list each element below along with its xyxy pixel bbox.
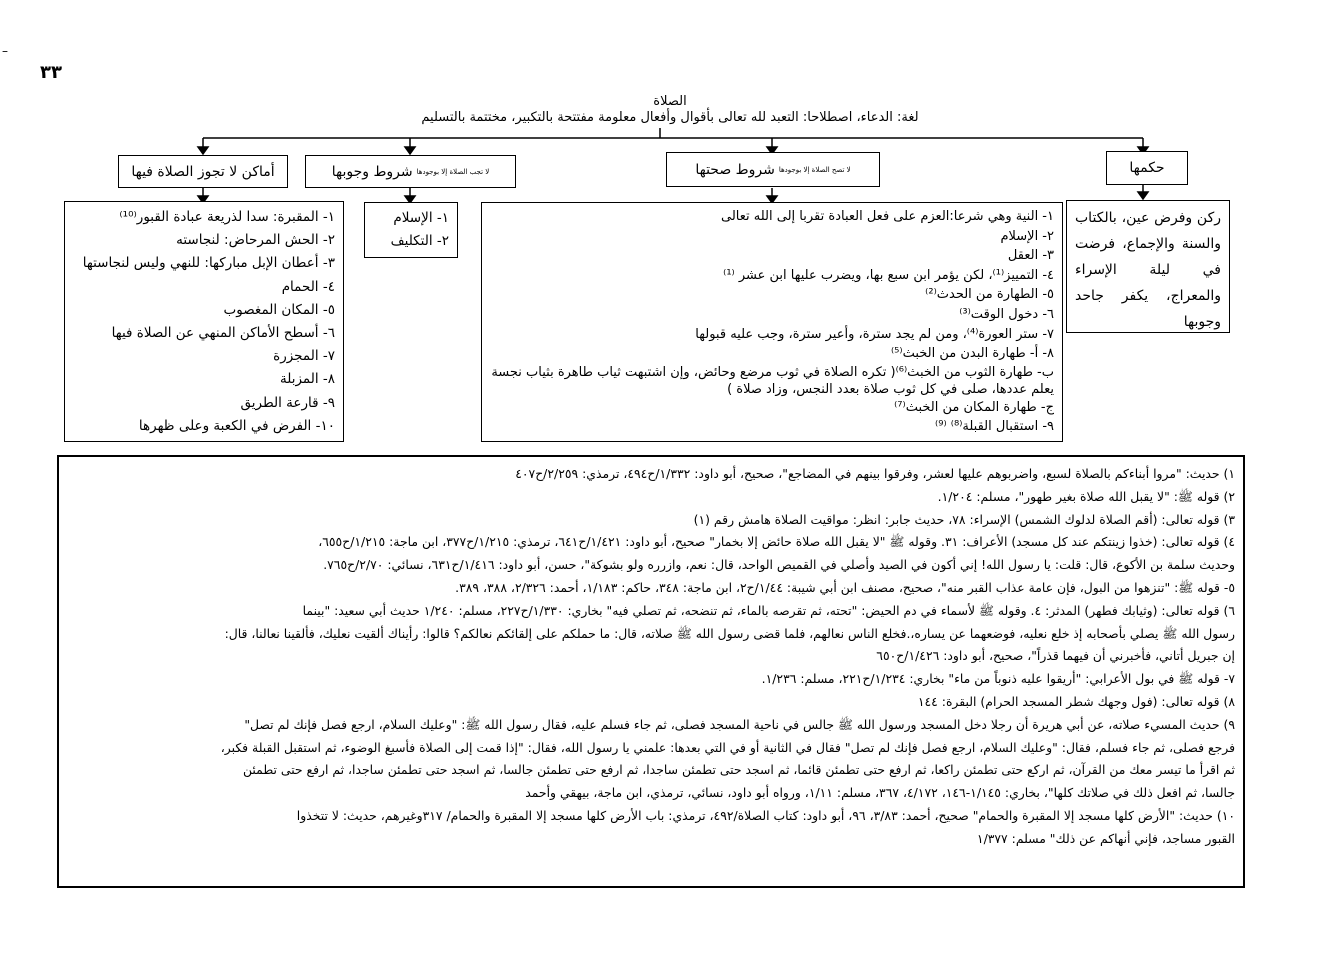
list-item: ٦- أسطح الأماكن المنهي عن الصلاة فيها — [111, 325, 335, 342]
validity-conditions-box — [481, 202, 1063, 442]
footnote-line: ٣) قوله تعالى: (أقم الصلاة لدلوك الشمس) الإسراء: ٧٨، حديث جابر: انظر: مواقيت الصلاة هامش رقم (١) — [693, 511, 1235, 527]
header-obligation — [305, 155, 516, 188]
footnote-line: ٢) قوله ﷺ: "لا يقبل الله صلاة بغير طهور"، مسلم: ١/٢٠٤. — [937, 488, 1235, 504]
scan-mark: – — [2, 44, 8, 58]
footnote-line: ٩) حديث المسيء صلاته، عن أبي هريرة أن رجلا دخل المسجد ورسول الله ﷺ جالس في ناحية المسجد فصلى، ثم جاء فسلم عليه، فقال رسول الله ﷺ: "وعليك السلام، ارجع فصل فإنك لم تصل" — [244, 716, 1235, 732]
list-item: ٥- الطهارة من الحدث⁽²⁾ — [925, 287, 1054, 303]
footnote-line: ٦) قوله تعالى: (وثيابك فطهر) المدثر: ٤. وقوله ﷺ لأسماء في دم الحيض: "تحته، ثم تقرصه بالماء، ثم تنضحه، ثم تصلي فيه" بخاري: ١/٣٣٠/ح٢٢٧، مسلم: ١/٢٤٠ حديث أبي سعيد: "بينما — [302, 602, 1235, 618]
footnote-line: ٥- قوله ﷺ: "تنزهوا من البول، فإن عامة عذاب القبر منه"، صحيح، مصنف ابن أبي شيبة: ١/٤٤/ح٢، ابن ماجة: ٣٤٨، حاكم: ١/١٨٣، أحمد: ٢/٣٢٦، ٣٨٨، ٣٨٩. — [455, 579, 1235, 595]
arrow-places — [198, 147, 208, 154]
header-ruling — [1106, 151, 1188, 185]
list-item: ١- المقبرة: سدا لذريعة عبادة القبور⁽¹⁰⁾ — [119, 209, 335, 225]
list-item: ١- الإسلام — [393, 210, 449, 226]
list-item: ٥- المكان المغصوب — [223, 301, 335, 318]
list-item: ٢- التكليف — [390, 233, 449, 250]
footnote-line: ٨) قوله تعالى: (فول وجهك شطر المسجد الحرام) البقرة: ١٤٤ — [917, 693, 1235, 709]
header-places — [118, 155, 288, 188]
header-places-label: أماكن لا تجوز الصلاة فيها — [131, 163, 275, 180]
list-item: ١- النية وهي شرعا:العزم على فعل العبادة تقربا إلى الله تعالى — [721, 209, 1054, 224]
footnote-line: ثم اقرأ ما تيسر معك من القرآن، ثم اركع حتى تطمئن راكعا، ثم ارفع حتى تطمئن قائما، ثم اسجد حتى تطمئن ساجدا، ثم ارفع حتى تطمئن جالسا، ثم اسجد حتى تطمئن ساجدا، ثم ارفع حتى تطمئن — [242, 762, 1235, 778]
list-item: ٧- ستر العورة⁽⁴⁾، ومن لم يجد سترة، وأعير سترة، وجب عليه قبولها — [695, 326, 1054, 342]
list-item: ٤- الحمام — [281, 278, 335, 295]
list-item: ٨- أ- طهارة البدن من الخبث⁽⁵⁾ — [890, 346, 1054, 362]
list-item: ٢- الإسلام — [1000, 228, 1054, 244]
header-validity-label: شروط صحتها — [695, 161, 775, 178]
footnote-line: إن جبريل أتاني، فأخبرني أن فيهما قذراً"، صحيح، أبو داود: ١/٤٢٦/ح٦٥٠ — [876, 648, 1235, 664]
list-item: ٣- أعطان الإبل مباركها: للنهي وليس لنجاستها — [82, 255, 335, 272]
list-item: ٢- الحش المرحاض: لنجاسته — [176, 232, 335, 249]
header-validity-note: لا تصح الصلاة إلا بوجودها — [778, 165, 851, 174]
footnote-line: ٧- قوله ﷺ في بول الأعرابي: "أريقوا عليه ذنوباً من ماء" بخاري: ١/٢٣٤/ح٢٢١، مسلم: ١/٢٣٦. — [761, 671, 1235, 687]
arrow-obligation — [405, 147, 415, 154]
forbidden-places-box — [64, 201, 344, 442]
list-item: ٣- العقل — [1007, 248, 1054, 264]
list-item: ج- طهارة المكان من الخبث⁽⁷⁾ — [894, 399, 1054, 415]
ruling-text: ركن وفرض عين، بالكتاب والسنة والإجماع، فرضت في ليلة الإسراء والمعراج، يكفر جاحد وجوبها — [1075, 210, 1221, 330]
definition: لغة: الدعاء، اصطلاحا: التعبد لله تعالى بأقوال وأفعال معلومة مفتتحة بالتكبير، مختتمة بالتسليم — [421, 110, 919, 125]
list-item: ب- طهارة الثوب من الخبث⁽⁶⁾( تكره الصلاة في ثوب مرضع وحائض، وإن اشتبهت ثياب طاهرة بثياب نجسة يعلم عددها، صلى في كل ثوب صلاة بعدد النجس، وزاد صلاة ) — [491, 364, 1054, 397]
footnotes-box — [57, 455, 1245, 888]
footnote-line: فرجع فصلى، ثم جاء فسلم، فقال: "وعليك السلام، ارجع فصل فإنك لم تصل" فقال في الثانية أو في التي بعدها: علمني يا رسول الله، فقال: "إذا قمت إلى الصلاة فأسبغ الوضوء، ثم استقبل القبلة فكبر، — [220, 739, 1235, 755]
footnote-line: جالسا، ثم افعل ذلك في صلاتك كلها"، بخاري: ١/١٤٥-١٤٦، ٤/١٧٢، ٣٦٧، مسلم: ١/١١، ورواه أبو داود، نسائي، ترمذي، ابن ماجة، بيهقي وأحمد — [525, 785, 1235, 801]
header-obligation-label: شروط وجوبها — [331, 163, 413, 180]
list-item: ٩- استقبال القبلة⁽⁸⁾ ⁽⁹⁾ — [935, 419, 1054, 435]
obligation-conditions-box — [364, 202, 458, 258]
page-number: ٣٣ — [40, 62, 62, 83]
list-item: ١٠- الفرض في الكعبة وعلى ظهرها — [138, 417, 335, 434]
list-item: ٦- دخول الوقت⁽³⁾ — [959, 306, 1054, 322]
list-item: ٩- قارعة الطريق — [240, 394, 335, 411]
footnote-line: ١٠) حديث: "الأرض كلها مسجد إلا المقبرة والحمام" صحيح، أحمد: ٣/٨٣، ٩٦، أبو داود: كتاب الصلاة/٤٩٢، ترمذي: باب الأرض كلها مسجد إلا المقبرة والحمام/ ٣١٧وغيرهم، حديث: لا تتخذوا — [296, 807, 1235, 823]
list-item: ٨- المزبلة — [279, 371, 335, 388]
footnote-line: القبور مساجد، فإني أنهاكم عن ذلك" مسلم: ١/٣٧٧ — [976, 830, 1235, 846]
arrow-ruling-text — [1138, 192, 1148, 199]
list-item: ٤- التمييز⁽¹⁾، لكن يؤمر ابن سبع بها، ويضرب عليها ابن عشر ⁽¹⁾ — [723, 267, 1054, 283]
page-title: الصلاة — [653, 94, 687, 109]
footnote-line: رسول الله ﷺ يصلي بأصحابه إذ خلع نعليه، فوضعهما عن يساره،.فخلع الناس نعالهم، فلما قضى رسول الله ﷺ صلاته، قال: ما حملكم على إلقائكم نعالكم؟ قالوا: رأيناك ألقيت نعليك، فألقينا نعالنا، قال: — [224, 625, 1235, 641]
footnote-line: ١) حديث: "مروا أبناءكم بالصلاة لسبع، واضربوهم عليها لعشر، وفرقوا بينهم في المضاجع"، صحيح، أبو داود: ١/٣٣٢/ح٤٩٤، ترمذي: ٢/٢٥٩/ح٤٠٧ — [515, 466, 1235, 481]
header-validity — [666, 152, 880, 187]
footnote-line: وحديث سلمة بن الأكوع، قال: قلت: يا رسول الله! إني أكون في الصيد وأصلي في القميص الواحد، قال: نعم، وازرره ولو بشوكة"، حسن، أبو داود: ١/٤١٦/ح٦٣١، نسائي: ٢/٧٠/ح٧٦٥. — [323, 557, 1235, 573]
list-item: ٧- المجزرة — [273, 348, 335, 365]
header-obligation-note: لا تجب الصلاة إلا بوجودها — [416, 167, 490, 176]
ruling-box — [1066, 200, 1230, 333]
header-ruling-label: حكمها — [1129, 160, 1165, 176]
footnote-line: ٤) قوله تعالى: (خذوا زينتكم عند كل مسجد) الأعراف: ٣١. وقوله ﷺ "لا يقبل الله صلاة حائض إلا بخمار" صحيح، أبو داود: ١/٤٢١/ح٦٤١، ترمذي: ١/٢١٥/ح٣٧٧، ابن ماجة: ١/٢١٥/ح٦٥٥، — [318, 534, 1235, 550]
